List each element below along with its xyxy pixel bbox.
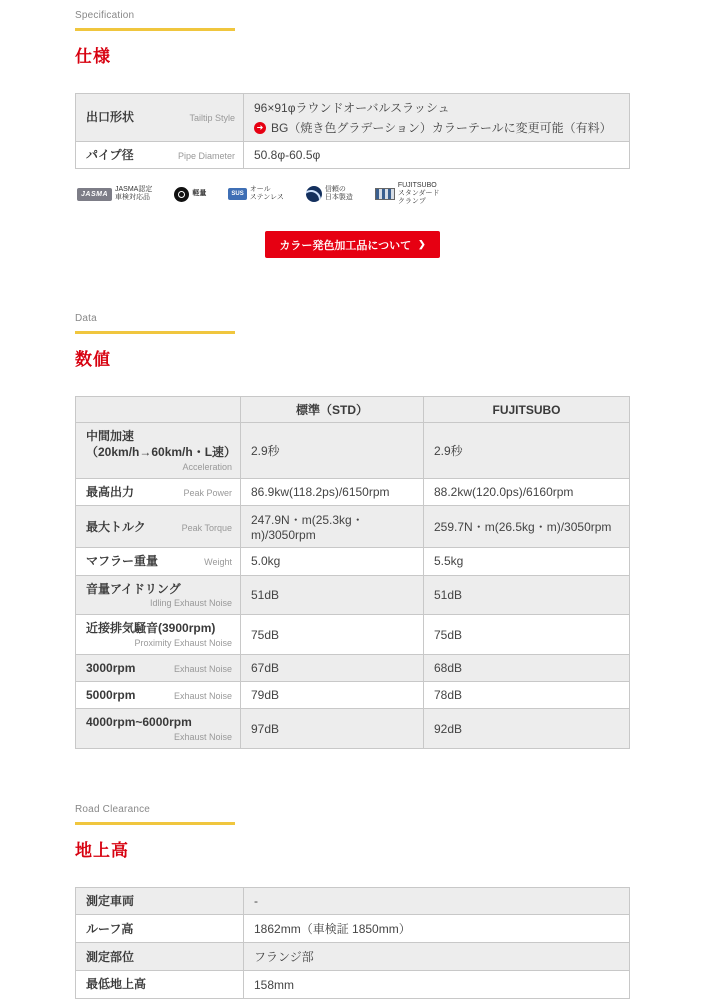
- row-label-en: Tailtip Style: [189, 113, 235, 124]
- fujitsubo-value: 5.5kg: [424, 548, 630, 575]
- row-label-jp: マフラー重量: [86, 554, 159, 569]
- row-label-en: Acceleration: [182, 461, 232, 472]
- feature-badges: [77, 181, 630, 207]
- table-row: [76, 423, 630, 479]
- std-value: 86.9kw(118.2ps)/6150rpm: [241, 479, 424, 506]
- badge-text: 軽量: [192, 190, 207, 198]
- cta-label: カラー発色加工品について: [279, 239, 412, 252]
- row-label-jp: 5000rpm: [86, 688, 136, 703]
- performance-data-table: [75, 396, 630, 749]
- section-eyebrow: Road Clearance: [75, 804, 151, 816]
- fujitsubo-value: 78dB: [424, 682, 630, 709]
- badge-text: JASMA認定: [115, 186, 153, 194]
- jasma-logo-icon: JASMA: [77, 188, 112, 201]
- page-title-road-clearance: 地上高: [75, 841, 129, 861]
- section-specification-header: [75, 10, 630, 67]
- badge-lightweight: [174, 187, 206, 202]
- row-label-jp: 音量アイドリング: [86, 581, 181, 596]
- table-row: [76, 943, 630, 971]
- badge-silencer: [375, 182, 440, 206]
- badge-text: 車検対応品: [115, 194, 151, 202]
- table-header-row: [76, 397, 630, 423]
- tailtip-value: 96×91φラウンドオーバルスラッシュ: [254, 101, 450, 115]
- page-title-spec: 仕様: [75, 47, 111, 66]
- spec-table: [75, 93, 630, 169]
- row-label-jp: 4000rpm~6000rpm: [86, 715, 192, 730]
- std-value: 75dB: [241, 615, 424, 655]
- lightweight-icon: [174, 187, 189, 202]
- table-row: [76, 575, 630, 615]
- row-label-jp: 3000rpm: [86, 661, 136, 676]
- table-row: [76, 682, 630, 709]
- std-value: 5.0kg: [241, 548, 424, 575]
- row-label-en: Peak Torque: [181, 522, 232, 533]
- badge-jasma: [77, 186, 152, 202]
- road-value: フランジ部: [244, 943, 630, 971]
- color-finish-info-button[interactable]: [265, 231, 439, 258]
- row-label-en: Pipe Diameter: [177, 151, 235, 161]
- table-row: [76, 709, 630, 749]
- road-value: -: [244, 888, 630, 915]
- stainless-icon: SUS: [228, 188, 246, 200]
- row-label-en: Proximity Exhaust Noise: [134, 637, 232, 648]
- row-label-jp: 近接排気騒音(3900rpm): [86, 621, 216, 636]
- table-row: [76, 888, 630, 915]
- std-value: 51dB: [241, 575, 424, 615]
- badge-text: 信頼の: [324, 186, 346, 194]
- yellow-underline: [75, 28, 235, 31]
- table-row: [76, 548, 630, 575]
- badge-text: 日本製造: [324, 194, 353, 202]
- circle-arrow-icon: ➜: [254, 122, 266, 134]
- road-value: 158mm: [244, 971, 630, 998]
- table-row: [76, 506, 630, 548]
- fujitsubo-value: 75dB: [424, 615, 630, 655]
- row-label-jp: 測定部位: [86, 949, 135, 964]
- section-road-clearance-header: [75, 804, 630, 861]
- table-row: [76, 142, 630, 169]
- cta-container: [75, 231, 630, 258]
- table-row: [76, 479, 630, 506]
- yellow-underline: [75, 822, 235, 825]
- badge-text: クランプ: [397, 198, 426, 206]
- std-value: 2.9秒: [241, 423, 424, 479]
- table-row: [76, 915, 630, 943]
- row-label-en: Weight: [204, 557, 232, 568]
- std-value: 97dB: [241, 709, 424, 749]
- table-row: [76, 971, 630, 998]
- row-label-jp: 中間加速（20km/h→60km/h・L速）: [86, 429, 237, 460]
- badge-text: オール: [249, 186, 271, 194]
- road-value: 1862mm（車検証 1850mm）: [244, 915, 630, 943]
- fujitsubo-value: 68dB: [424, 655, 630, 682]
- section-eyebrow: Specification: [75, 10, 135, 21]
- badge-made-in-japan: [306, 186, 353, 202]
- row-label-en: Exhaust Noise: [173, 664, 232, 675]
- std-value: 79dB: [241, 682, 424, 709]
- row-label-en: Peak Power: [183, 488, 232, 499]
- column-header-std: 標準（STD）: [241, 397, 424, 423]
- section-data-header: [75, 313, 630, 370]
- row-label-jp: 測定車両: [86, 894, 135, 909]
- globe-icon: [306, 186, 322, 202]
- road-clearance-table: [75, 887, 630, 998]
- badge-text: ステンレス: [249, 194, 284, 202]
- column-header-fujitsubo: FUJITSUBO: [424, 397, 630, 423]
- table-row: [76, 615, 630, 655]
- fujitsubo-value: 2.9秒: [424, 423, 630, 479]
- row-label-jp: ルーフ高: [86, 921, 134, 936]
- pipe-diameter-value: 50.8φ-60.5φ: [244, 142, 630, 169]
- chevron-right-icon: ❯: [418, 239, 426, 250]
- row-label-jp: 最低地上高: [86, 977, 147, 992]
- row-label-jp: パイプ径: [86, 148, 134, 162]
- badge-text: スタンダード: [397, 190, 440, 198]
- fujitsubo-value: 92dB: [424, 709, 630, 749]
- fujitsubo-value: 88.2kw(120.0ps)/6160rpm: [424, 479, 630, 506]
- row-label-en: Exhaust Noise: [173, 691, 232, 702]
- silencer-stripes-icon: [375, 188, 395, 200]
- row-label-jp: 最大トルク: [86, 519, 146, 534]
- fujitsubo-value: 51dB: [424, 575, 630, 615]
- section-eyebrow: Data: [75, 313, 97, 325]
- row-label-jp: 出口形状: [86, 110, 135, 125]
- badge-stainless: [228, 186, 283, 202]
- row-label-en: Idling Exhaust Noise: [149, 597, 232, 608]
- std-value: 247.9N・m(25.3kg・m)/3050rpm: [241, 506, 424, 548]
- row-label-jp: 最高出力: [86, 485, 135, 500]
- tailtip-note: BG（焼き色グラデーション）カラーテールに変更可能（有料）: [271, 121, 612, 135]
- fujitsubo-value: 259.7N・m(26.5kg・m)/3050rpm: [424, 506, 630, 548]
- std-value: 67dB: [241, 655, 424, 682]
- row-label-en: Exhaust Noise: [173, 731, 232, 742]
- badge-text: FUJITSUBO: [397, 182, 437, 190]
- table-row: [76, 94, 630, 142]
- yellow-underline: [75, 331, 235, 334]
- page-title-data: 数値: [75, 350, 111, 370]
- table-row: [76, 655, 630, 682]
